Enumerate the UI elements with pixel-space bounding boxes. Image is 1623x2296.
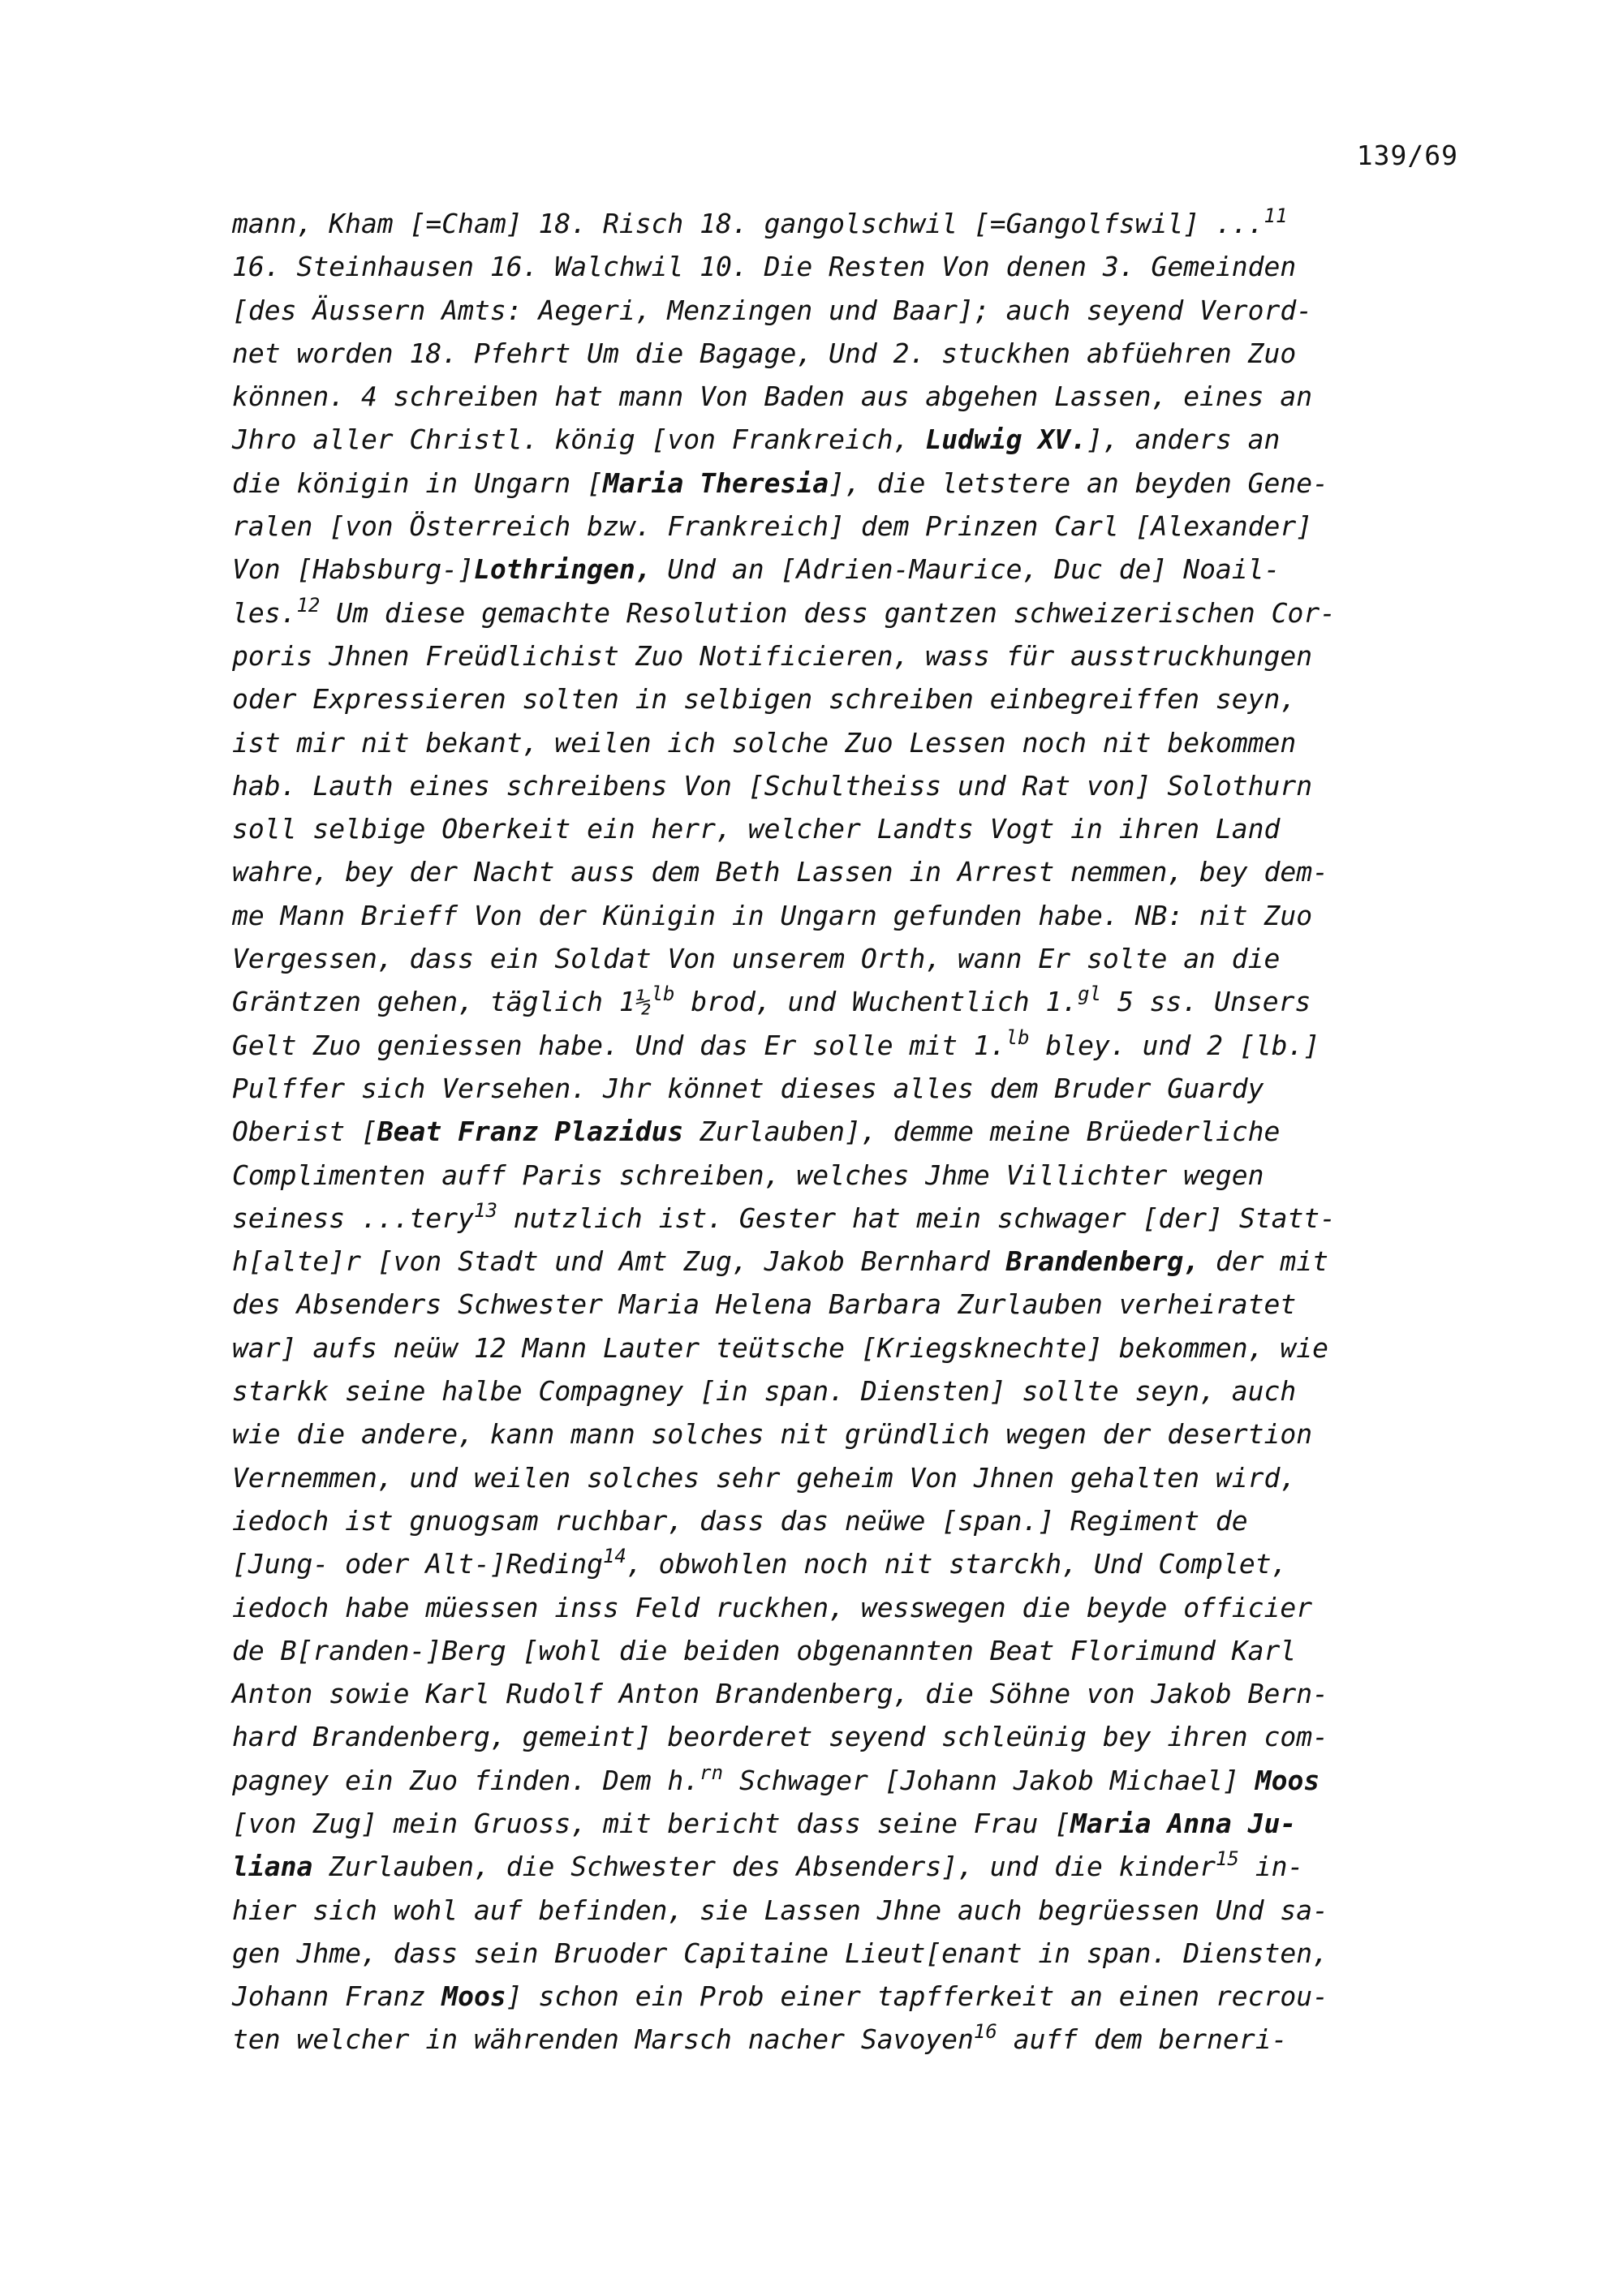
text-segment: Oberist [ bbox=[232, 1116, 377, 1148]
text-segment: Zurlauben, die Schwester des Absenders], und die kinder bbox=[312, 1851, 1216, 1883]
text-segment: soll selbige Oberkeit ein herr, welcher Landts Vogt in ihren Land bbox=[232, 813, 1281, 845]
text-line bbox=[232, 721, 1466, 764]
text-segment: me Mann Brieff Von der Künigin in Ungarn gefunden habe. NB: nit Zuo bbox=[232, 899, 1313, 931]
text-segment: Complimenten auff Paris schreiben, welches Jhme Villichter wegen bbox=[232, 1159, 1264, 1191]
text-line bbox=[232, 1283, 1466, 1326]
text-segment: mann, Kham [=Cham] 18. Risch 18. gangolschwil [=Gangolfswil] ... bbox=[232, 208, 1264, 239]
text-segment: ist mir nit bekant, weilen ich solche Zuo Lessen noch nit bekommen bbox=[232, 726, 1297, 759]
text-line bbox=[232, 1326, 1466, 1369]
text-line bbox=[232, 591, 1466, 634]
highlighted-name: Moos bbox=[441, 1980, 506, 2013]
transcription-body bbox=[232, 202, 1466, 2062]
text-line bbox=[232, 202, 1466, 245]
text-line bbox=[232, 764, 1466, 807]
text-segment: wahre, bey der Nacht auss dem Beth Lassen in Arrest nemmen, bey dem- bbox=[232, 856, 1329, 888]
text-segment: de B[randen-]Berg [wohl die beiden obgenannten Beat Florimund Karl bbox=[232, 1634, 1297, 1666]
highlighted-name: Beat Franz Plazidus bbox=[377, 1116, 684, 1148]
text-segment: iedoch habe müessen inss Feld ruckhen, wesswegen die beyde officier bbox=[232, 1591, 1313, 1623]
text-line bbox=[232, 418, 1466, 461]
text-line bbox=[232, 1499, 1466, 1542]
text-line bbox=[232, 1154, 1466, 1197]
text-segment: Von [Habsburg-] bbox=[232, 553, 475, 586]
text-segment: ] schon ein Prob einer tapfferkeit an einen recrou- bbox=[506, 1980, 1329, 2013]
footnote-marker: lb bbox=[1005, 1025, 1030, 1049]
text-line bbox=[232, 1802, 1466, 1845]
text-line bbox=[232, 1110, 1466, 1153]
text-line bbox=[232, 677, 1466, 720]
text-line bbox=[232, 937, 1466, 980]
text-line bbox=[232, 1542, 1466, 1585]
text-segment: Vernemmen, und weilen solches sehr geheim Von Jhnen gehalten wird, bbox=[232, 1461, 1297, 1494]
text-segment: Gelt Zuo geniessen habe. Und das Er solle mit 1. bbox=[232, 1029, 1006, 1061]
text-segment: brod, und Wuchentlich 1. bbox=[674, 986, 1078, 1018]
text-line bbox=[232, 1197, 1466, 1240]
text-line bbox=[232, 894, 1466, 937]
text-line bbox=[232, 245, 1466, 288]
text-line bbox=[232, 2018, 1466, 2061]
text-segment: bley. und 2 [lb.] bbox=[1029, 1029, 1320, 1061]
text-segment: können. 4 schreiben hat mann Von Baden aus abgehen Lassen, eines an bbox=[232, 381, 1313, 413]
text-line bbox=[232, 1586, 1466, 1629]
footnote-marker: 14 bbox=[602, 1545, 626, 1568]
text-segment: oder Expressieren solten in selbigen schreiben einbegreiffen seyn, bbox=[232, 683, 1297, 716]
text-line bbox=[232, 505, 1466, 548]
text-segment: gen Jhme, dass sein Bruoder Capitaine Lieut[enant in span. Diensten, bbox=[232, 1937, 1329, 1969]
text-segment: Pulffer sich Versehen. Jhr könnet dieses alles dem Bruder Guardy bbox=[232, 1072, 1264, 1104]
text-segment: Anton sowie Karl Rudolf Anton Brandenberg, die Söhne von Jakob Bern- bbox=[232, 1678, 1329, 1710]
text-line bbox=[232, 1715, 1466, 1758]
text-segment: [von Zug] mein Gruoss, mit bericht dass seine Frau [ bbox=[232, 1807, 1071, 1839]
text-line bbox=[232, 1629, 1466, 1672]
text-segment: , obwohlen noch nit starckh, Und Complet, bbox=[626, 1548, 1288, 1580]
highlighted-name: Brandenberg, bbox=[1005, 1245, 1200, 1278]
text-segment: [des Äussern Amts: Aegeri, Menzingen und Baar]; auch seyend Verord- bbox=[232, 294, 1313, 326]
text-segment: ralen [von Österreich bzw. Frankreich] dem Prinzen Carl [Alexander] bbox=[232, 510, 1313, 543]
text-line bbox=[232, 1889, 1466, 1932]
footnote-marker: lb bbox=[651, 982, 675, 1006]
footnote-marker: 15 bbox=[1215, 1847, 1239, 1871]
highlighted-name: Ludwig XV. bbox=[925, 424, 1087, 456]
text-segment: 16. Steinhausen 16. Walchwil 10. Die Resten Von denen 3. Gemeinden bbox=[232, 251, 1297, 283]
text-line bbox=[232, 1067, 1466, 1110]
text-segment: net worden 18. Pfehrt Um die Bagage, Und 2. stuckhen abfüehren Zuo bbox=[232, 337, 1297, 369]
text-segment: seiness ...tery bbox=[232, 1202, 475, 1234]
footnote-marker: gl bbox=[1078, 982, 1102, 1006]
text-line bbox=[232, 807, 1466, 850]
text-line bbox=[232, 548, 1466, 591]
text-segment: 5 ss. Unsers bbox=[1101, 986, 1311, 1018]
text-segment: ], die letstere an beyden Gene- bbox=[829, 467, 1329, 499]
text-segment: des Absenders Schwester Maria Helena Barbara Zurlauben verheiratet bbox=[232, 1288, 1297, 1321]
text-line bbox=[232, 462, 1466, 505]
text-segment: Vergessen, dass ein Soldat Von unserem Orth, wann Er solte an die bbox=[232, 943, 1281, 975]
text-segment: starkk seine halbe Compagney [in span. Diensten] sollte seyn, auch bbox=[232, 1375, 1297, 1408]
text-line bbox=[232, 1845, 1466, 1888]
text-line bbox=[232, 634, 1466, 677]
highlighted-name: Lothringen, bbox=[474, 553, 652, 586]
text-segment: pagney ein Zuo finden. Dem h. bbox=[232, 1764, 700, 1796]
text-segment: wie die andere, kann mann solches nit gründlich wegen der desertion bbox=[232, 1418, 1313, 1451]
text-line bbox=[232, 1456, 1466, 1499]
text-line bbox=[232, 332, 1466, 375]
text-segment: die königin in Ungarn [ bbox=[232, 467, 603, 499]
text-segment: [Jung- oder Alt-]Reding bbox=[232, 1548, 603, 1580]
text-line bbox=[232, 1975, 1466, 2018]
text-segment: Schwager [Johann Jakob Michael] bbox=[723, 1764, 1255, 1796]
page-number: 139/69 bbox=[1356, 140, 1458, 171]
text-segment: Gräntzen gehen, täglich 1½ bbox=[232, 986, 652, 1018]
text-segment: Zurlauben], demme meine Brüederliche bbox=[683, 1116, 1281, 1148]
text-segment: der mit bbox=[1199, 1245, 1329, 1278]
text-segment: hier sich wohl auf befinden, sie Lassen Jhne auch begrüessen Und sa- bbox=[232, 1894, 1329, 1926]
text-line bbox=[232, 980, 1466, 1023]
footnote-marker: 13 bbox=[474, 1198, 497, 1222]
text-segment: auff dem berneri- bbox=[997, 2023, 1288, 2056]
text-segment: hab. Lauth eines schreibens Von [Schultheiss und Rat von] Solothurn bbox=[232, 769, 1313, 802]
text-line bbox=[232, 850, 1466, 893]
text-segment: Jhro aller Christl. könig [von Frankreich, bbox=[232, 424, 926, 456]
text-segment: nutzlich ist. Gester hat mein schwager [der] Statt- bbox=[497, 1202, 1337, 1234]
text-segment: iedoch ist gnuogsam ruchbar, dass das neüwe [span.] Regiment de bbox=[232, 1504, 1248, 1537]
footnote-marker: 11 bbox=[1264, 204, 1288, 227]
footnote-marker: 12 bbox=[296, 593, 321, 617]
highlighted-name: Moos bbox=[1255, 1764, 1320, 1796]
text-line bbox=[232, 1932, 1466, 1975]
footnote-marker: rn bbox=[700, 1761, 724, 1784]
highlighted-name: liana bbox=[232, 1851, 313, 1883]
text-line bbox=[232, 1240, 1466, 1283]
text-segment: h[alte]r [von Stadt und Amt Zug, Jakob Bernhard bbox=[232, 1245, 1006, 1278]
text-segment: in- bbox=[1238, 1851, 1304, 1883]
text-line bbox=[232, 289, 1466, 332]
text-segment: war] aufs neüw 12 Mann Lauter teütsche [Kriegsknechte] bekommen, wie bbox=[232, 1331, 1329, 1364]
footnote-marker: 16 bbox=[973, 2020, 997, 2044]
text-segment: Und an [Adrien-Maurice, Duc de] Noail- bbox=[651, 553, 1281, 586]
text-segment: les. bbox=[232, 596, 297, 629]
highlighted-name: Maria Theresia bbox=[602, 467, 829, 499]
text-line bbox=[232, 1672, 1466, 1715]
text-segment: Um diese gemachte Resolution dess gantzen schweizerischen Cor- bbox=[320, 596, 1337, 629]
highlighted-name: Maria Anna Ju- bbox=[1070, 1807, 1297, 1839]
text-segment: hard Brandenberg, gemeint] beorderet seyend schleünig bey ihren com- bbox=[232, 1721, 1329, 1753]
text-segment: ], anders an bbox=[1087, 424, 1281, 456]
text-line bbox=[232, 1412, 1466, 1455]
text-line bbox=[232, 375, 1466, 418]
text-segment: poris Jhnen Freüdlichist Zuo Notificieren, wass für ausstruckhungen bbox=[232, 639, 1313, 672]
text-line bbox=[232, 1024, 1466, 1067]
text-segment: ten welcher in währenden Marsch nacher Savoyen bbox=[232, 2023, 974, 2056]
text-line bbox=[232, 1369, 1466, 1412]
text-segment: Johann Franz bbox=[232, 1980, 442, 2013]
text-line bbox=[232, 1759, 1466, 1802]
